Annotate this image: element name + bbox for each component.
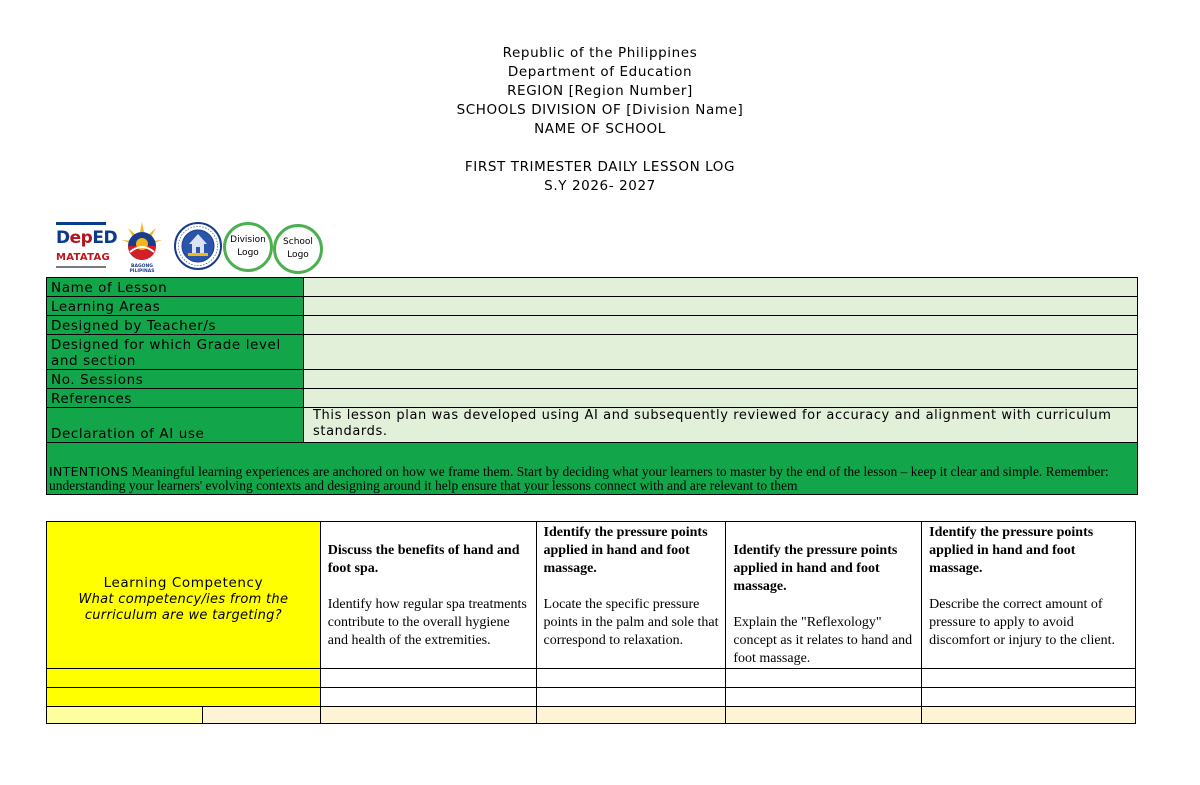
empty-cell[interactable] [726, 707, 922, 724]
school-year: S.Y 2026- 2027 [544, 178, 656, 194]
references-field[interactable] [304, 389, 1138, 408]
table-row [47, 370, 1138, 389]
learning-competency-label-cell [47, 522, 321, 669]
name-of-lesson-field[interactable] [304, 278, 1138, 297]
competency-cell-2[interactable] [536, 522, 726, 669]
header-department: Department of Education [507, 64, 693, 80]
document-header [0, 44, 1200, 196]
intentions-cell [47, 443, 1138, 495]
header-school: NAME OF SCHOOL [534, 121, 666, 137]
empty-cell[interactable] [726, 669, 922, 688]
document-title: FIRST TRIMESTER DAILY LESSON LOG [464, 159, 736, 175]
empty-cell[interactable] [922, 707, 1136, 724]
competency-cell-1[interactable] [320, 522, 536, 669]
learning-competency-table [46, 521, 1136, 724]
row-label-sessions: No. Sessions [47, 370, 304, 389]
competency-detail-3: Explain the "Reflexology" concept as it relates to hand and foot massage. [733, 615, 913, 666]
competency-detail-1: Identify how regular spa treatments contribute to the overall hygiene and health of the extremities. [327, 597, 527, 648]
deped-seal-logo [174, 222, 222, 270]
empty-cell[interactable] [726, 688, 922, 707]
ai-declaration-field[interactable]: This lesson plan was developed using AI and subsequently reviewed for accuracy and alignment with curriculum standards. [304, 408, 1138, 443]
table-row [47, 316, 1138, 335]
row-label-references: References [47, 389, 304, 408]
deped-matatag-logo: DepED MATATAG [52, 220, 110, 272]
competency-heading-2: Identify the pressure points applied in hand and foot massage. [543, 525, 708, 576]
table-row [47, 278, 1138, 297]
row-label-name-of-lesson: Name of Lesson [47, 278, 304, 297]
table-row [47, 707, 1136, 724]
table-row [47, 688, 1136, 707]
competency-heading-4: Identify the pressure points applied in hand and foot massage. [929, 525, 1094, 576]
empty-cell[interactable] [922, 688, 1136, 707]
table-row [47, 389, 1138, 408]
designed-by-field[interactable] [304, 316, 1138, 335]
table-row [47, 408, 1138, 443]
competency-heading-3: Identify the pressure points applied in hand and foot massage. [733, 543, 898, 594]
empty-cell[interactable] [320, 688, 536, 707]
row-label-ai-declaration: Declaration of AI use [47, 408, 304, 443]
learning-areas-field[interactable] [304, 297, 1138, 316]
empty-cell[interactable] [320, 669, 536, 688]
intentions-label: INTENTIONS [49, 464, 129, 479]
table-row [47, 443, 1138, 495]
empty-cell[interactable] [202, 707, 320, 724]
competency-cell-3[interactable] [726, 522, 922, 669]
table-row [47, 669, 1136, 688]
row-label-grade-level: Designed for which Grade level and section [47, 335, 304, 370]
empty-cell[interactable] [536, 688, 726, 707]
division-logo-placeholder: Division Logo [223, 222, 273, 272]
empty-label-cell [47, 707, 203, 724]
empty-cell[interactable] [536, 707, 726, 724]
table-row [47, 522, 1136, 669]
row-label-designed-by: Designed by Teacher/s [47, 316, 304, 335]
table-row [47, 297, 1138, 316]
grade-level-field[interactable] [304, 335, 1138, 370]
competency-heading-1: Discuss the benefits of hand and foot spa. [327, 543, 520, 576]
logo-strip [50, 218, 350, 276]
header-division: SCHOOLS DIVISION OF [Division Name] [456, 102, 744, 118]
competency-detail-4: Describe the correct amount of pressure to apply to avoid discomfort or injury to the client. [929, 597, 1116, 648]
empty-cell[interactable] [922, 669, 1136, 688]
competency-detail-2: Locate the specific pressure points in the palm and sole that correspond to relaxation. [543, 597, 719, 648]
learning-competency-title: Learning Competency [103, 574, 264, 591]
bagong-pilipinas-text: BAGONG PILIPINAS [129, 264, 155, 274]
learning-competency-subtitle: What competency/ies from the curriculum are we targeting? [78, 591, 289, 623]
header-region: REGION [Region Number] [507, 83, 693, 99]
sessions-field[interactable] [304, 370, 1138, 389]
competency-cell-4[interactable] [922, 522, 1136, 669]
bagong-pilipinas-logo [118, 220, 166, 272]
table-row [47, 335, 1138, 370]
header-country: Republic of the Philippines [502, 45, 698, 61]
empty-cell[interactable] [536, 669, 726, 688]
empty-cell[interactable] [320, 707, 536, 724]
empty-label-cell [47, 669, 321, 688]
intentions-text: Meaningful learning experiences are anchored on how we frame them. Start by deciding what your learners to master by the end of the lesson – keep it clear and simple. Remember: understanding your learners' evolving contexts and designing around it help ensure that your lessons connect with and are relevant to them [49, 464, 1109, 493]
row-label-learning-areas: Learning Areas [47, 297, 304, 316]
matatag-text: MATATAG [56, 252, 111, 263]
lesson-info-table [46, 277, 1138, 495]
empty-label-cell [47, 688, 321, 707]
school-logo-placeholder: School Logo [273, 224, 323, 274]
